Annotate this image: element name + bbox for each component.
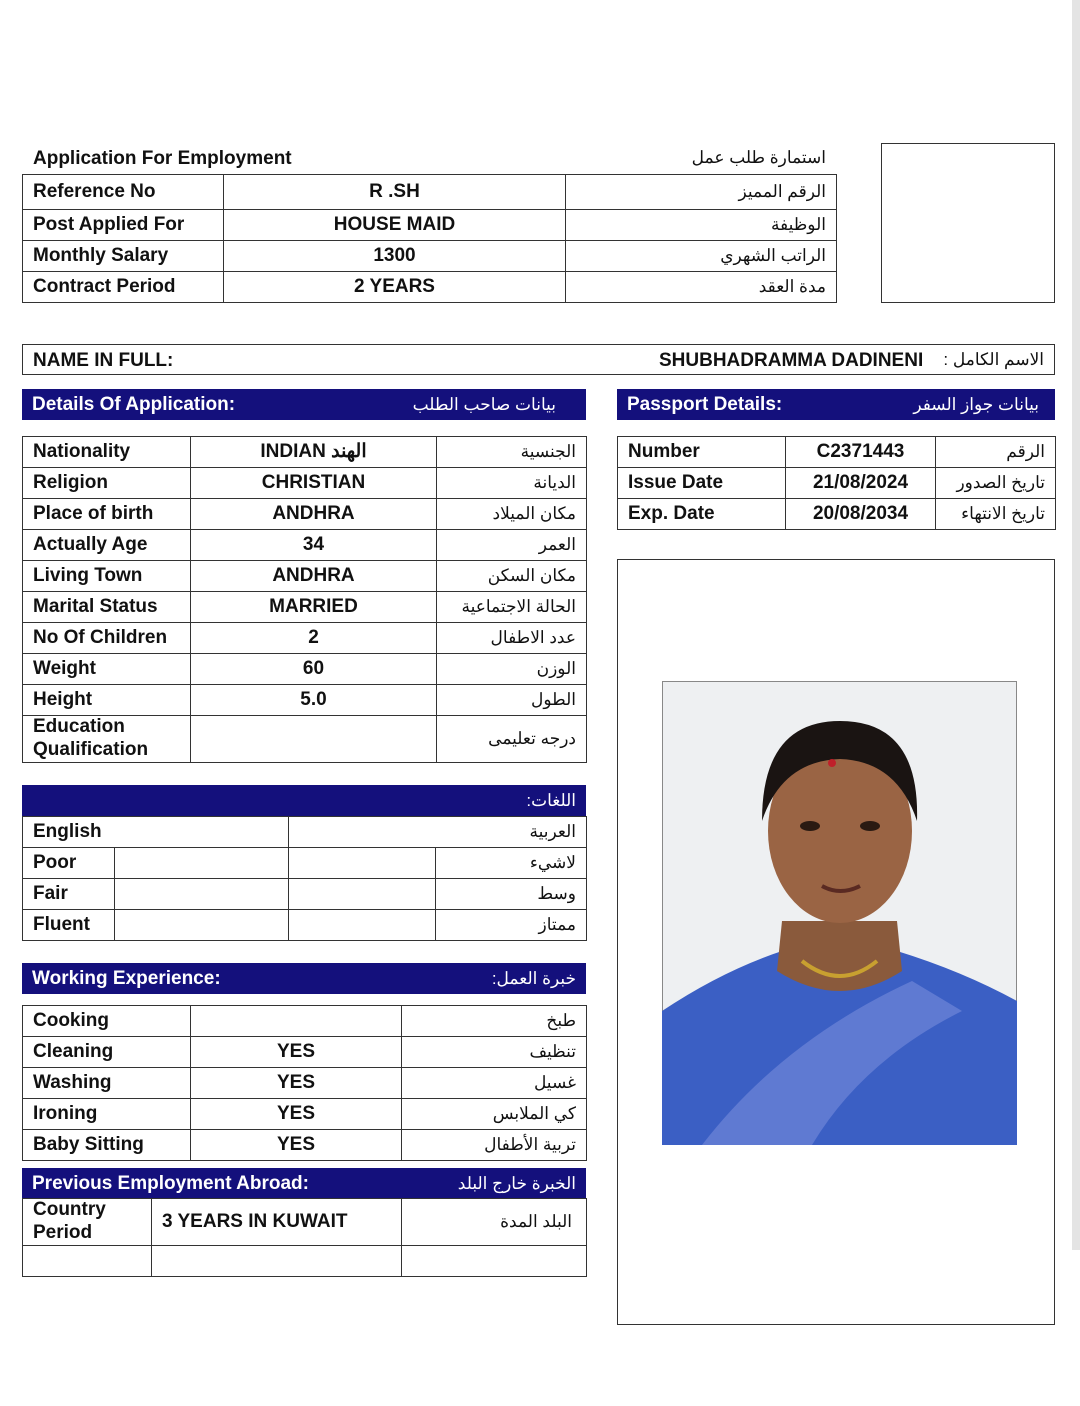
label: Exp. Date bbox=[618, 499, 786, 530]
value: YES bbox=[191, 1068, 402, 1099]
empty-cell bbox=[289, 879, 436, 910]
languages-table bbox=[22, 816, 587, 941]
value: R .SH bbox=[224, 175, 566, 210]
table-row bbox=[618, 499, 1056, 530]
value: 3 YEARS IN KUWAIT bbox=[152, 1199, 402, 1246]
label: Marital Status bbox=[23, 592, 191, 623]
table-row bbox=[23, 468, 587, 499]
label-ar: الطول bbox=[437, 685, 587, 716]
label-ar: ممتاز bbox=[436, 910, 587, 941]
label: Height bbox=[23, 685, 191, 716]
label-ar: مدة العقد bbox=[566, 272, 837, 303]
label-ar: تربية الأطفال bbox=[402, 1130, 587, 1161]
label-ar: العمر bbox=[437, 530, 587, 561]
label: Baby Sitting bbox=[23, 1130, 191, 1161]
label: Cleaning bbox=[23, 1037, 191, 1068]
label: Place of birth bbox=[23, 499, 191, 530]
label-ar: الوظيفة bbox=[566, 210, 837, 241]
languages-title-ar: اللغات: bbox=[526, 791, 576, 810]
empty-cell bbox=[152, 1246, 402, 1277]
label-ar: تاريخ الانتهاء bbox=[936, 499, 1056, 530]
label-ar: الراتب الشهري bbox=[566, 241, 837, 272]
label: Nationality bbox=[23, 437, 191, 468]
table-row bbox=[23, 1246, 587, 1277]
details-table bbox=[22, 436, 587, 763]
label: Fluent bbox=[23, 910, 115, 941]
label: Religion bbox=[23, 468, 191, 499]
table-row bbox=[23, 716, 587, 763]
label: Contract Period bbox=[23, 272, 224, 303]
label: Actually Age bbox=[23, 530, 191, 561]
table-row bbox=[23, 499, 587, 530]
table-row bbox=[618, 437, 1056, 468]
label-ar: طبخ bbox=[402, 1006, 587, 1037]
name-label: NAME IN FULL: bbox=[33, 350, 174, 371]
label-ar: الديانة bbox=[437, 468, 587, 499]
arabic-label: العربية bbox=[289, 817, 587, 848]
table-row bbox=[23, 1099, 587, 1130]
label: Poor bbox=[23, 848, 115, 879]
experience-title-ar: خبرة العمل: bbox=[491, 968, 576, 988]
value: 21/08/2024 bbox=[786, 468, 936, 499]
table-row bbox=[23, 241, 837, 272]
label: Fair bbox=[23, 879, 115, 910]
label-ar: عدد الاطفال bbox=[437, 623, 587, 654]
table-row bbox=[23, 848, 587, 879]
label-ar: لاشيء bbox=[436, 848, 587, 879]
table-row bbox=[23, 530, 587, 561]
previous-title-ar: الخبرة خارج البلد bbox=[457, 1173, 576, 1193]
label-ar: الرقم bbox=[936, 437, 1056, 468]
details-title: Details Of Application: bbox=[32, 393, 236, 415]
value: 60 bbox=[191, 654, 437, 685]
value: 34 bbox=[191, 530, 437, 561]
label-ar: الحالة الاجتماعية bbox=[437, 592, 587, 623]
value: YES bbox=[191, 1130, 402, 1161]
label: Qualification bbox=[33, 739, 149, 760]
table-row bbox=[23, 592, 587, 623]
label-ar: غسيل bbox=[402, 1068, 587, 1099]
form-title-ar: استمارة طلب عمل bbox=[691, 148, 826, 167]
label-ar: مكان السكن bbox=[437, 561, 587, 592]
empty-cell bbox=[289, 910, 436, 941]
passport-header bbox=[617, 389, 1055, 420]
value: CHRISTIAN bbox=[191, 468, 437, 499]
label-ar: وسط bbox=[436, 879, 587, 910]
experience-header bbox=[22, 963, 586, 994]
value bbox=[191, 716, 437, 763]
label-ar: مكان الميلاد bbox=[437, 499, 587, 530]
value: MARRIED bbox=[191, 592, 437, 623]
empty-cell bbox=[115, 848, 289, 879]
table-row bbox=[23, 685, 587, 716]
label: Monthly Salary bbox=[23, 241, 224, 272]
empty-cell bbox=[402, 1246, 587, 1277]
name-value: SHUBHADRAMMA DADINENI bbox=[659, 350, 924, 371]
previous-table bbox=[22, 1198, 587, 1277]
empty-cell bbox=[115, 910, 289, 941]
empty-cell bbox=[289, 848, 436, 879]
label-ar: الرقم المميز bbox=[566, 175, 837, 210]
name-row bbox=[22, 344, 1055, 375]
passport-title: Passport Details: bbox=[627, 393, 783, 415]
label: Washing bbox=[23, 1068, 191, 1099]
table-row bbox=[23, 1199, 587, 1246]
previous-header bbox=[22, 1168, 586, 1199]
label: Period bbox=[33, 1222, 93, 1243]
label-ar: كي الملابس bbox=[402, 1099, 587, 1130]
table-row bbox=[23, 210, 837, 241]
table-row bbox=[23, 1037, 587, 1068]
label: Post Applied For bbox=[23, 210, 224, 241]
label-ar: البلد المدة bbox=[402, 1199, 587, 1246]
passport-table bbox=[617, 436, 1056, 530]
label: Number bbox=[618, 437, 786, 468]
value: 5.0 bbox=[191, 685, 437, 716]
label-ar: الوزن bbox=[437, 654, 587, 685]
label: Cooking bbox=[23, 1006, 191, 1037]
english-label: English bbox=[23, 817, 289, 848]
top-table bbox=[22, 174, 837, 303]
previous-title: Previous Employment Abroad: bbox=[32, 1172, 309, 1194]
table-row bbox=[23, 437, 587, 468]
value: 20/08/2034 bbox=[786, 499, 936, 530]
value: YES bbox=[191, 1099, 402, 1130]
label-ar: تاريخ الصدور bbox=[936, 468, 1056, 499]
label: Issue Date bbox=[618, 468, 786, 499]
table-row bbox=[23, 1068, 587, 1099]
table-row bbox=[23, 561, 587, 592]
value: 2 YEARS bbox=[224, 272, 566, 303]
experience-title: Working Experience: bbox=[32, 967, 221, 989]
value: 1300 bbox=[224, 241, 566, 272]
value: HOUSE MAID bbox=[224, 210, 566, 241]
applicant-photo bbox=[662, 681, 1017, 1145]
label: Country bbox=[33, 1199, 106, 1221]
photo-placeholder-box bbox=[881, 143, 1055, 303]
table-row bbox=[23, 879, 587, 910]
table-row bbox=[618, 468, 1056, 499]
table-row bbox=[23, 272, 837, 303]
table-row bbox=[23, 1130, 587, 1161]
label: Education bbox=[33, 716, 125, 738]
scrollbar[interactable] bbox=[1072, 0, 1080, 1250]
value: INDIAN الهند bbox=[191, 437, 437, 468]
label-ar: درجه تعليمى bbox=[437, 716, 587, 763]
label: Reference No bbox=[23, 175, 224, 210]
table-row bbox=[23, 1006, 587, 1037]
table-row bbox=[23, 817, 587, 848]
languages-header bbox=[22, 785, 586, 817]
passport-title-ar: بيانات جواز السفر bbox=[913, 394, 1039, 414]
value: ANDHRA bbox=[191, 561, 437, 592]
name-label-ar: الاسم الكامل : bbox=[943, 350, 1044, 369]
value bbox=[191, 1006, 402, 1037]
form-title: Application For Employment bbox=[33, 148, 292, 169]
value: YES bbox=[191, 1037, 402, 1068]
details-header bbox=[22, 389, 586, 420]
value: C2371443 bbox=[786, 437, 936, 468]
label-ar: تنظيف bbox=[402, 1037, 587, 1068]
experience-table bbox=[22, 1005, 587, 1161]
label: Living Town bbox=[23, 561, 191, 592]
label: Ironing bbox=[23, 1099, 191, 1130]
table-row bbox=[23, 910, 587, 941]
empty-cell bbox=[23, 1246, 152, 1277]
empty-cell bbox=[115, 879, 289, 910]
table-row bbox=[23, 175, 837, 210]
value: ANDHRA bbox=[191, 499, 437, 530]
label: Weight bbox=[23, 654, 191, 685]
value: 2 bbox=[191, 623, 437, 654]
label-ar: الجنسية bbox=[437, 437, 587, 468]
table-row bbox=[23, 654, 587, 685]
photo-frame bbox=[617, 559, 1055, 1325]
table-row bbox=[23, 623, 587, 654]
label: No Of Children bbox=[23, 623, 191, 654]
details-title-ar: بيانات صاحب الطلب bbox=[412, 394, 556, 414]
